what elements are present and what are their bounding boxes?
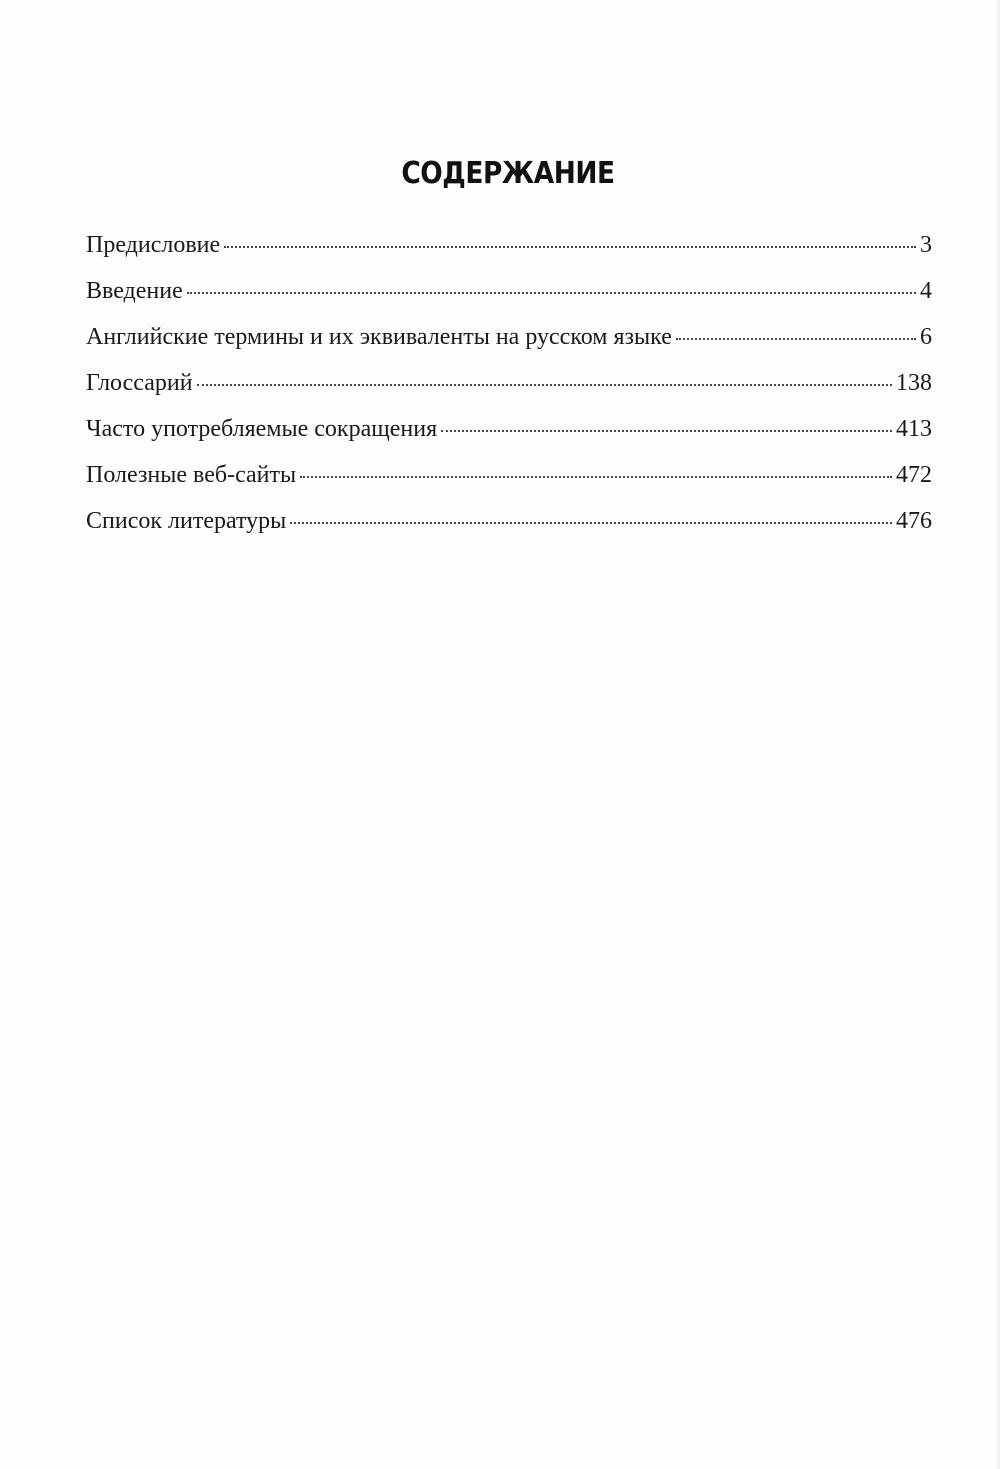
toc-entry-page-number: 413 [896, 416, 932, 442]
toc-entry-page-number: 476 [896, 508, 932, 534]
page-edge-shadow [994, 0, 1000, 1469]
toc-entry-label: Предисловие [86, 232, 221, 258]
dot-leader [300, 476, 892, 478]
toc-entry-english-terms [86, 324, 932, 370]
toc-entry-preface [86, 232, 932, 278]
dot-leader [441, 430, 892, 432]
toc-entry-page-number: 6 [920, 324, 932, 350]
dot-leader [224, 246, 916, 248]
toc-entry-label: Введение [86, 278, 183, 304]
toc-entry-bibliography [86, 508, 932, 554]
toc-entry-label: Часто употребляемые сокращения [86, 416, 438, 442]
toc-entry-label: Глоссарий [86, 370, 193, 396]
toc-entry-page-number: 3 [920, 232, 932, 258]
dot-leader [197, 384, 892, 386]
toc-entry-label: Список литературы [86, 508, 287, 534]
table-of-contents [86, 232, 932, 554]
dot-leader [187, 292, 916, 294]
toc-entry-abbreviations [86, 416, 932, 462]
toc-entry-label: Английские термины и их эквиваленты на русском языке [86, 324, 672, 350]
dot-leader [676, 338, 916, 340]
toc-entry-glossary [86, 370, 932, 416]
toc-entry-label: Полезные веб-сайты [86, 462, 297, 488]
toc-entry-websites [86, 462, 932, 508]
toc-entry-page-number: 4 [920, 278, 932, 304]
page-title: СОДЕРЖАНИЕ [401, 156, 615, 191]
toc-entry-page-number: 472 [896, 462, 932, 488]
dot-leader [290, 522, 892, 524]
toc-entry-page-number: 138 [896, 370, 932, 396]
toc-entry-introduction [86, 278, 932, 324]
